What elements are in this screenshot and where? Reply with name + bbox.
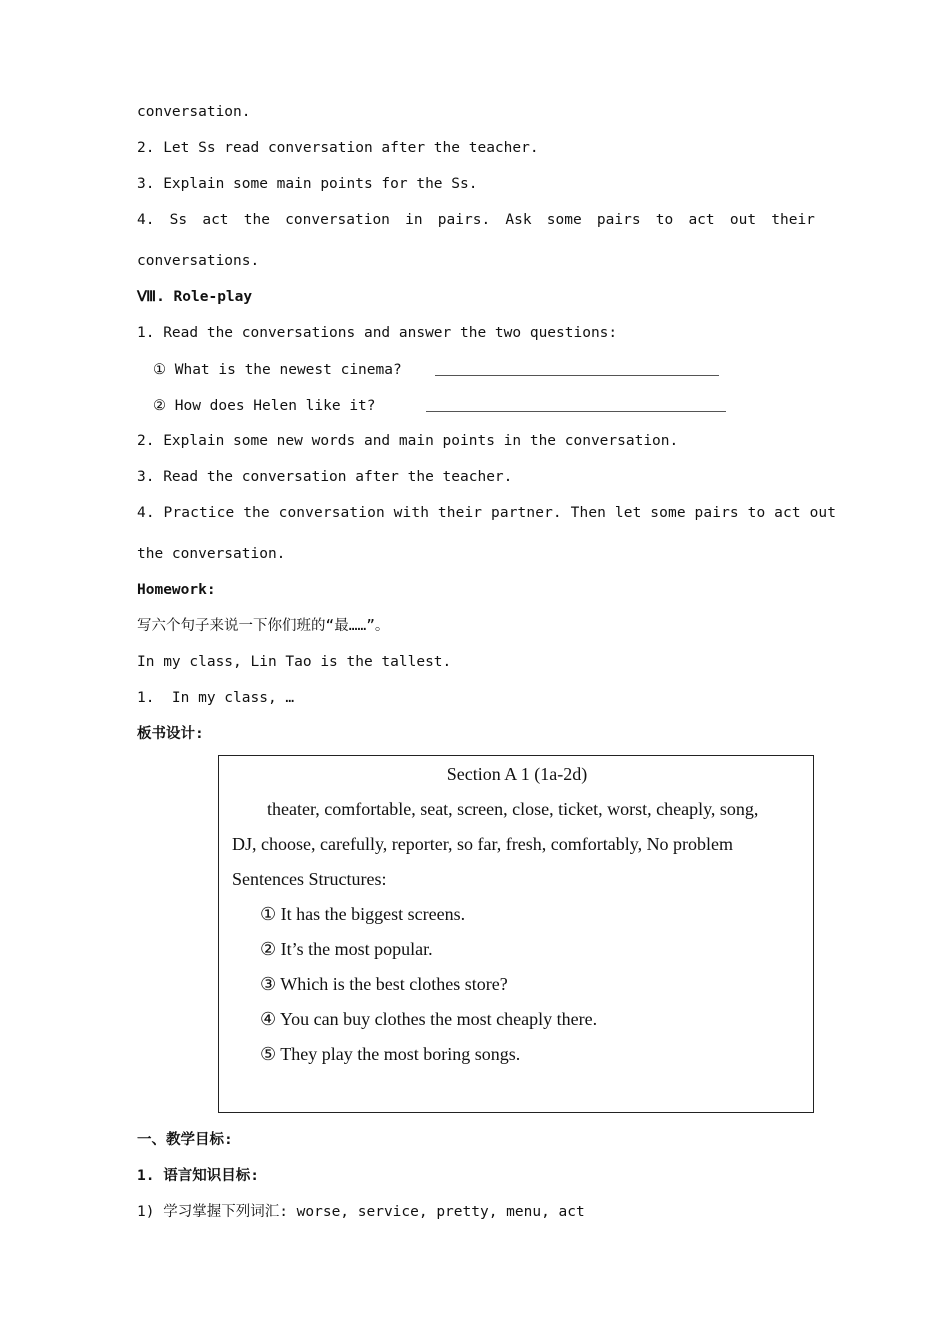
homework-instruction: 写六个句子来说一下你们班的“最……”。 (137, 618, 390, 634)
step-item: 3. Explain some main points for the Ss. (137, 176, 478, 192)
objectives-subheading: 1. 语言知识目标: (137, 1168, 259, 1184)
word: act (688, 212, 715, 228)
question-text: ① What is the newest cinema? (153, 362, 402, 378)
word: the (243, 212, 270, 228)
word: pairs. (437, 212, 491, 228)
board-sentence: ③ Which is the best clothes store? (260, 974, 508, 994)
homework-example: In my class, Lin Tao is the tallest. (137, 654, 452, 670)
board-design-box (218, 755, 814, 1113)
board-vocab: theater, comfortable, seat, screen, close, ticket, worst, cheaply, song, (267, 799, 759, 819)
question-line (153, 395, 726, 416)
board-sentence: ② It’s the most popular. (260, 939, 433, 959)
section-heading: Ⅷ. Role-play (137, 289, 253, 305)
word: conversation (285, 212, 390, 228)
objectives-point: 1) 学习掌握下列词汇: worse, service, pretty, menu, act (137, 1204, 585, 1220)
step-item: 4. Practice the conversation with their partner. Then let some pairs to act out (137, 505, 837, 521)
board-sentence: ⑤ They play the most boring songs. (260, 1044, 521, 1064)
step-item: 2. Explain some new words and main points in the conversation. (137, 433, 679, 449)
board-sentence: ① It has the biggest screens. (260, 904, 466, 924)
board-vocab: DJ, choose, carefully, reporter, so far, fresh, comfortably, No problem (232, 834, 734, 854)
word: Ask (505, 212, 532, 228)
step-item: 3. Read the conversation after the teacher. (137, 469, 513, 485)
question-text: ② How does Helen like it? (153, 398, 376, 414)
word: 4. (137, 212, 155, 228)
objectives-heading: 一、教学目标: (137, 1132, 233, 1148)
question-line (153, 359, 719, 380)
text-line: the conversation. (137, 546, 286, 562)
board-title: Section A 1 (1a-2d) (446, 764, 588, 784)
text-line: conversation. (137, 104, 251, 120)
step-item-justified (137, 210, 815, 230)
word: in (405, 212, 423, 228)
answer-blank (426, 397, 726, 412)
board-structures-label: Sentences Structures: (232, 869, 387, 889)
word: their (771, 212, 815, 228)
text-line: conversations. (137, 253, 260, 269)
word: act (202, 212, 229, 228)
board-design-heading: 板书设计: (137, 726, 204, 742)
word: out (729, 212, 757, 228)
answer-blank (435, 361, 719, 376)
homework-heading: Homework: (137, 582, 216, 598)
board-sentence: ④ You can buy clothes the most cheaply there. (260, 1009, 598, 1029)
word: Ss (169, 212, 188, 228)
step-item: 2. Let Ss read conversation after the teacher. (137, 140, 539, 156)
word: some (546, 212, 582, 228)
step-item: 1. Read the conversations and answer the two questions: (137, 325, 618, 341)
word: pairs (596, 212, 641, 228)
word: to (655, 212, 674, 228)
homework-item: 1. In my class, … (137, 690, 295, 706)
